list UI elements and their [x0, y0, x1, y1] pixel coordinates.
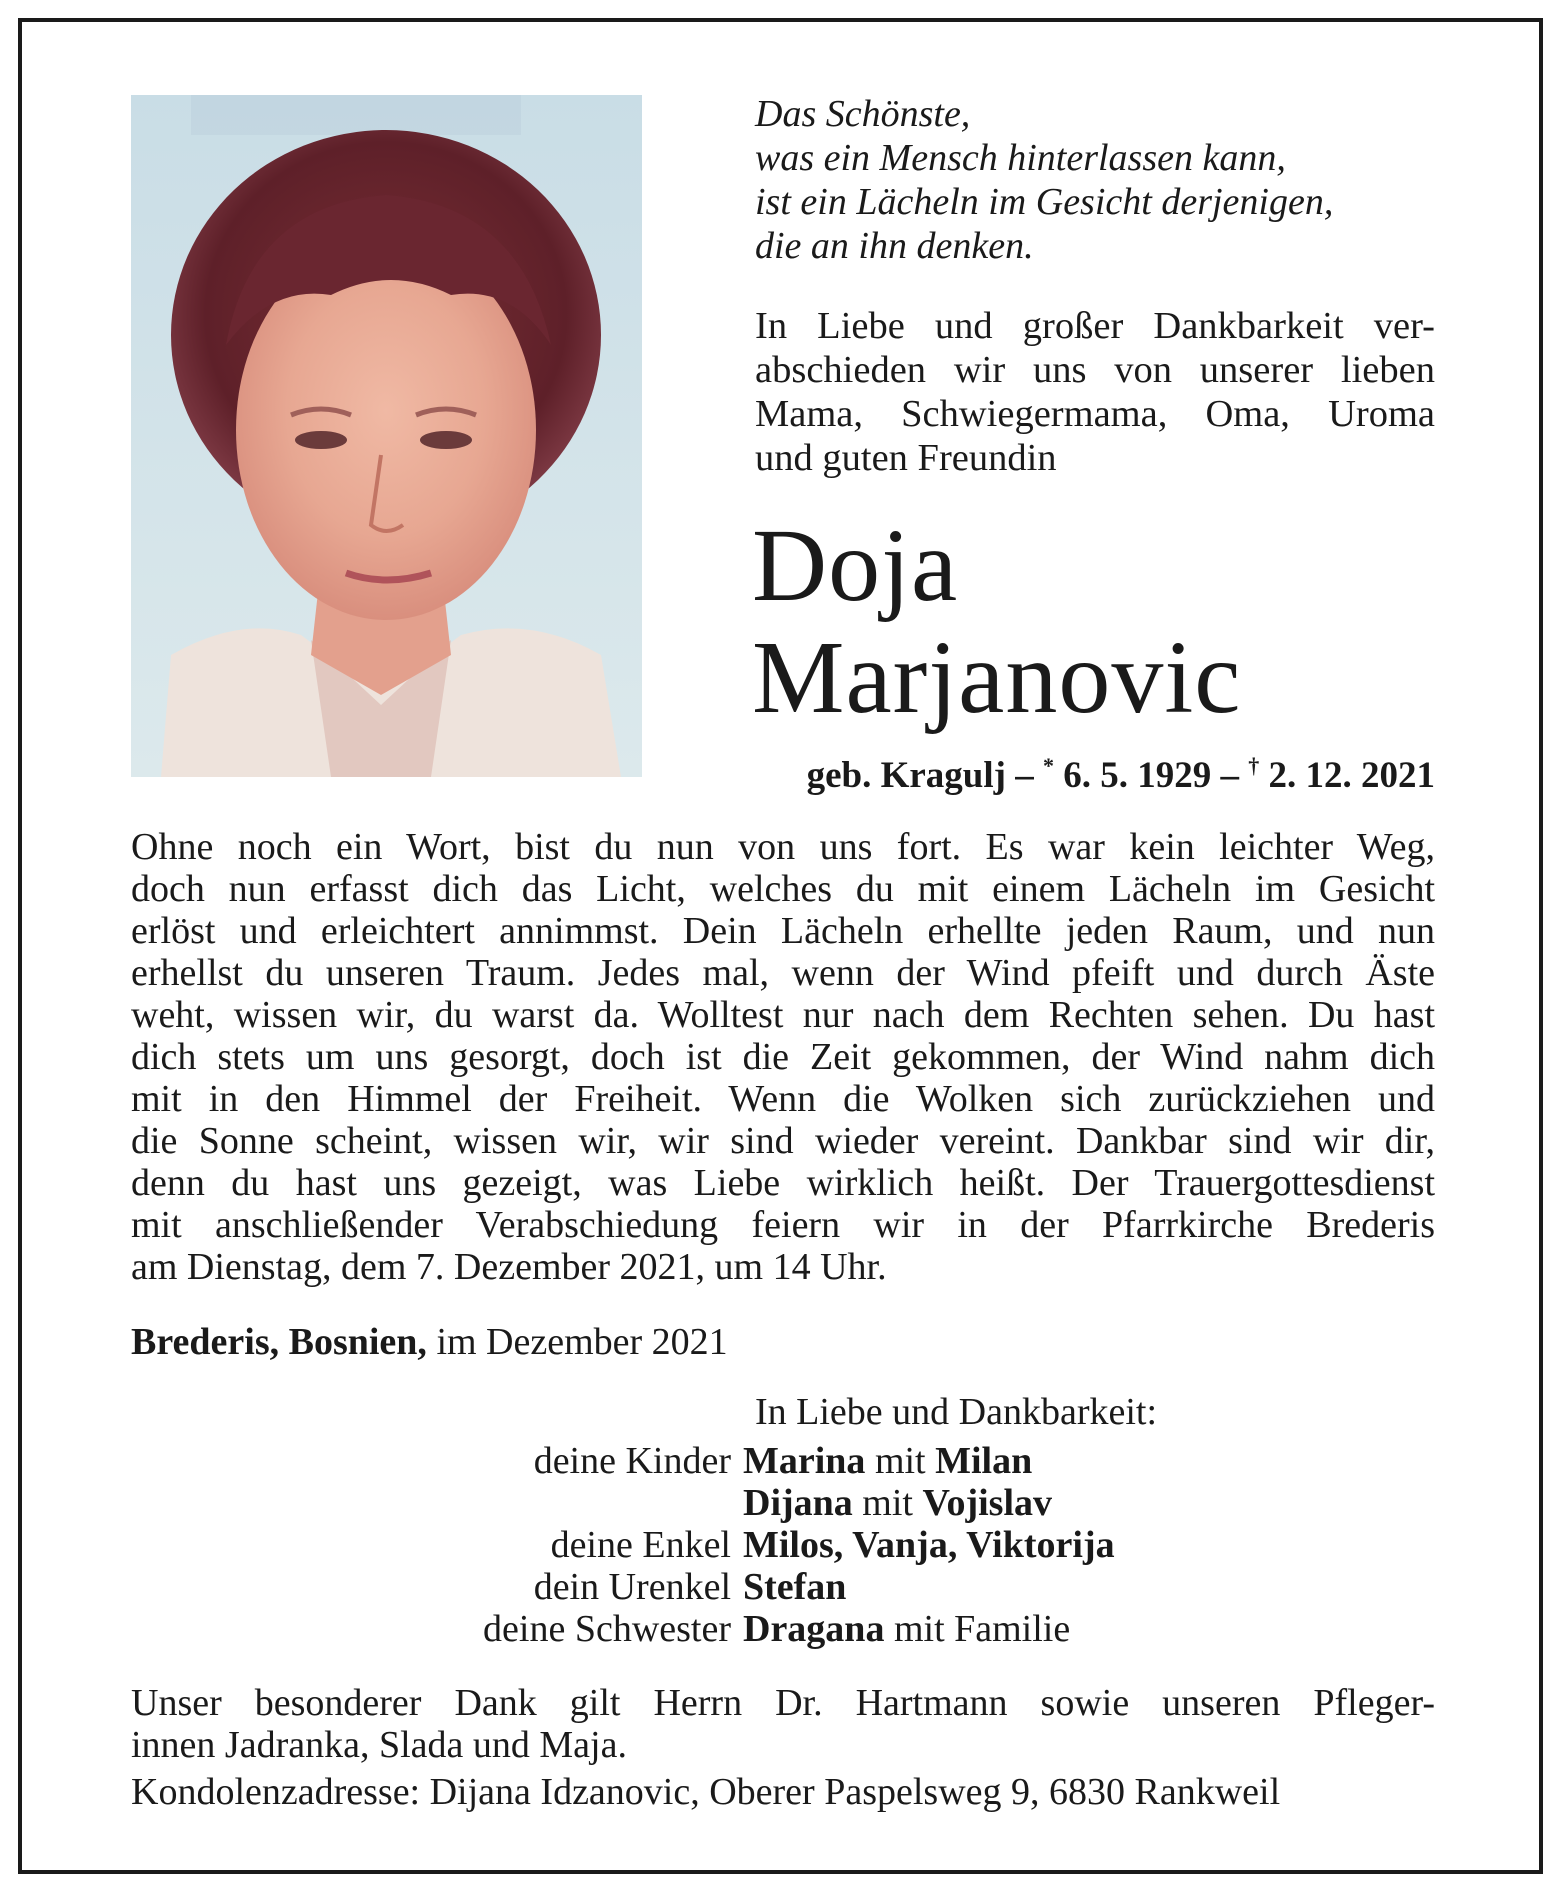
family-role: deine Kinder [533, 1440, 731, 1482]
body-line: erhellst du unseren Traum. Jedes mal, wenn der Wind pfeift und durch Äste [131, 952, 1435, 994]
place-date [131, 1320, 728, 1364]
family-connector: mit Familie [884, 1608, 1071, 1650]
last-name: Marjanovic [752, 620, 1242, 735]
portrait-photo [131, 95, 642, 777]
body-line: mit anschließender Verabschiedung feiern wir in der Pfarrkirche Brederis [131, 1204, 1435, 1246]
family-name: Dragana [743, 1608, 885, 1650]
poem-line: ist ein Lächeln im Gesicht derjenigen, [755, 181, 1334, 223]
family-row [131, 1524, 1435, 1566]
family-role: deine Schwester [483, 1608, 731, 1650]
family-name: Dijana [743, 1482, 853, 1524]
body-line: mit in den Himmel der Freiheit. Wenn die Wolken sich zurückziehen und [131, 1078, 1435, 1120]
family-name: Milan [935, 1440, 1033, 1482]
family-row [131, 1566, 1435, 1608]
family-connector: mit [852, 1482, 923, 1524]
poem-line: was ein Mensch hinterlassen kann, [755, 137, 1286, 179]
family-row [131, 1482, 1435, 1524]
family-row [131, 1608, 1435, 1650]
birth-date: 6. 5. 1929 [1063, 755, 1212, 796]
death-date: 2. 12. 2021 [1268, 755, 1435, 796]
special-thanks [131, 1682, 1435, 1766]
body-line: denn du hast uns gezeigt, was Liebe wirklich heißt. Der Trauergottesdienst [131, 1162, 1435, 1204]
life-dates: geb. Kragulj – * 6. 5. 1929 – † 2. 12. 2021 [806, 753, 1435, 796]
poem-line: Das Schönste, [755, 93, 971, 135]
body-line: am Dienstag, dem 7. Dezember 2021, um 14 Uhr. [131, 1246, 887, 1288]
special-thanks-line: Unser besonderer Dank gilt Herrn Dr. Hartmann sowie unseren Pfleger- [131, 1682, 1435, 1724]
family-row [131, 1440, 1435, 1482]
family-connector: mit [865, 1440, 936, 1482]
body-line: Ohne noch ein Wort, bist du nun von uns fort. Es war kein leichter Weg, [131, 826, 1435, 868]
poem [755, 92, 1455, 268]
condolence-address: Kondolenzadresse: Dijana Idzanovic, Oberer Paspelsweg 9, 6830 Rankweil [131, 1771, 1281, 1813]
family-role [131, 1482, 743, 1524]
family-role: deine Enkel [550, 1524, 731, 1566]
portrait-image [131, 95, 642, 777]
intro-text [755, 304, 1435, 480]
body-text [131, 826, 1435, 1288]
body-line: dich stets um uns gesorgt, doch ist die Zeit gekommen, der Wind nahm dich [131, 1036, 1435, 1078]
place-date-text: im Dezember 2021 [426, 1321, 728, 1363]
intro-line: und guten Freundin [755, 437, 1057, 479]
family-list [131, 1440, 1435, 1650]
birth-symbol: * [1043, 753, 1054, 778]
body-line: doch nun erfasst dich das Licht, welches du mit einem Lächeln im Gesicht [131, 868, 1435, 910]
birth-name: geb. Kragulj [806, 755, 1006, 796]
thanks-heading: In Liebe und Dankbarkeit: [755, 1391, 1158, 1433]
intro-line: abschieden wir uns von unserer lieben [755, 349, 1435, 391]
special-thanks-line: innen Jadranka, Slada und Maja. [131, 1724, 627, 1766]
deceased-name [752, 510, 1241, 734]
death-symbol: † [1248, 753, 1260, 778]
family-name: Stefan [743, 1566, 847, 1608]
body-line: die Sonne scheint, wissen wir, wir sind wieder vereint. Dankbar sind wir dir, [131, 1120, 1435, 1162]
family-name: Vojislav [922, 1482, 1052, 1524]
intro-line: Mama, Schwiegermama, Oma, Uroma [755, 393, 1435, 435]
family-name: Milos, Vanja, Viktorija [743, 1524, 1115, 1566]
first-name: Doja [752, 508, 959, 623]
body-line: erlöst und erleichtert annimmst. Dein Lächeln erhellte jeden Raum, und nun [131, 910, 1435, 952]
family-role: dein Urenkel [533, 1566, 731, 1608]
poem-line: die an ihn denken. [755, 225, 1034, 267]
place-name: Brederis, Bosnien, [131, 1321, 427, 1363]
family-name: Marina [743, 1440, 866, 1482]
intro-line: In Liebe und großer Dankbarkeit ver- [755, 305, 1435, 347]
body-line: weht, wissen wir, du warst da. Wolltest nur nach dem Rechten sehen. Du hast [131, 994, 1435, 1036]
